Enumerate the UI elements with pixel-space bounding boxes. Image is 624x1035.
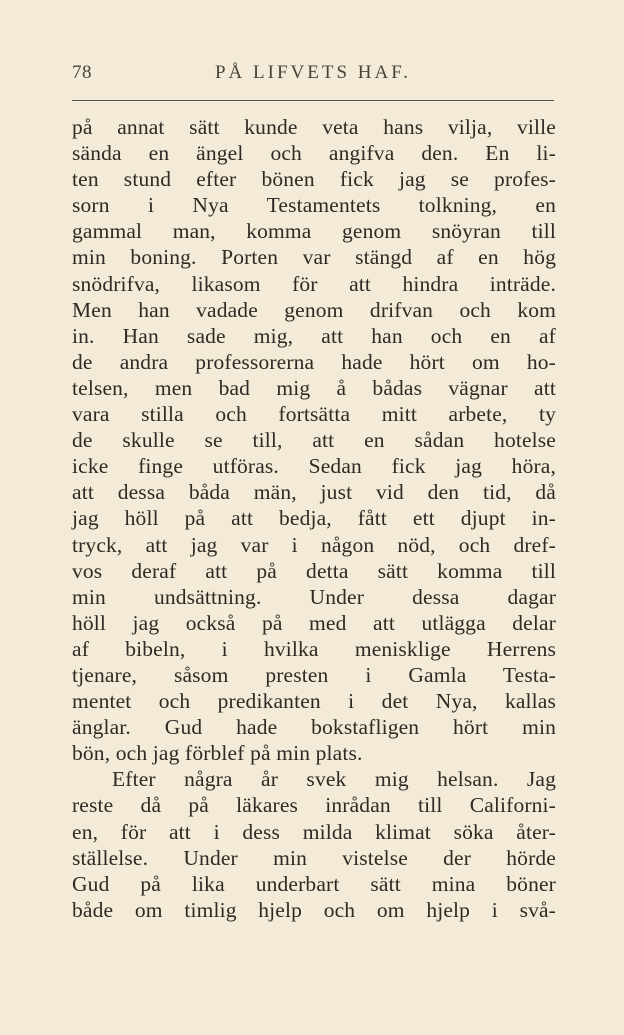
- header-rule: [72, 100, 554, 101]
- text-line: både om timlig hjelp och om hjelp i svå-: [72, 897, 556, 922]
- text-line: en, för att i dess milda klimat söka åter-: [72, 819, 556, 844]
- text-line: höll jag också på med att utlägga delar: [72, 610, 556, 635]
- text-line: tryck, att jag var i någon nöd, och dref-: [72, 532, 556, 557]
- text-line: min undsättning. Under dessa dagar: [72, 584, 556, 609]
- text-line: Gud på lika underbart sätt mina böner: [72, 871, 556, 896]
- text-line: gammal man, komma genom snöyran till: [72, 219, 556, 244]
- paragraph-start-line: Efter några år svek mig helsan. Jag: [112, 767, 556, 792]
- text-line: vara stilla och fortsätta mitt arbete, ty: [72, 402, 556, 427]
- text-line: mentet och predikanten i det Nya, kallas: [72, 689, 556, 714]
- page-number: 78: [72, 62, 92, 83]
- text-line: reste då på läkares inrådan till Californi-: [72, 793, 556, 818]
- text-line: snödrifva, likasom för att hindra inträde.: [72, 271, 556, 296]
- text-line: ten stund efter bönen fick jag se profes-: [72, 167, 556, 192]
- text-line: Men han vadade genom drifvan och kom: [72, 297, 556, 322]
- text-line: ställelse. Under min vistelse der hörde: [72, 845, 556, 870]
- page-header: [72, 62, 554, 88]
- text-line: icke finge utföras. Sedan fick jag höra,: [72, 454, 556, 479]
- text-line: änglar. Gud hade bokstafligen hört min: [72, 715, 556, 740]
- text-line: sända en ängel och angifva den. En li-: [72, 141, 556, 166]
- paragraph-end-line: bön, och jag förblef på min plats.: [72, 741, 363, 766]
- text-line: på annat sätt kunde veta hans vilja, ville: [72, 115, 556, 139]
- text-line: min boning. Porten var stängd af en hög: [72, 245, 556, 270]
- text-line: jag höll på att bedja, fått ett djupt in-: [72, 506, 556, 531]
- text-line: sorn i Nya Testamentets tolkning, en: [72, 193, 556, 218]
- text-line: de skulle se till, att en sådan hotelse: [72, 428, 556, 453]
- text-line: vos deraf att på detta sätt komma till: [72, 558, 556, 583]
- text-line: telsen, men bad mig å bådas vägnar att: [72, 375, 556, 400]
- running-title: PÅ LIFVETS HAF.: [214, 62, 412, 83]
- body-text: [72, 114, 556, 923]
- text-line: af bibeln, i hvilka menisklige Herrens: [72, 636, 556, 661]
- text-line: tjenare, såsom presten i Gamla Testa-: [72, 662, 556, 687]
- text-line: att dessa båda män, just vid den tid, då: [72, 480, 556, 505]
- text-line: in. Han sade mig, att han och en af: [72, 323, 556, 348]
- text-line: de andra professorerna hade hört om ho-: [72, 349, 556, 374]
